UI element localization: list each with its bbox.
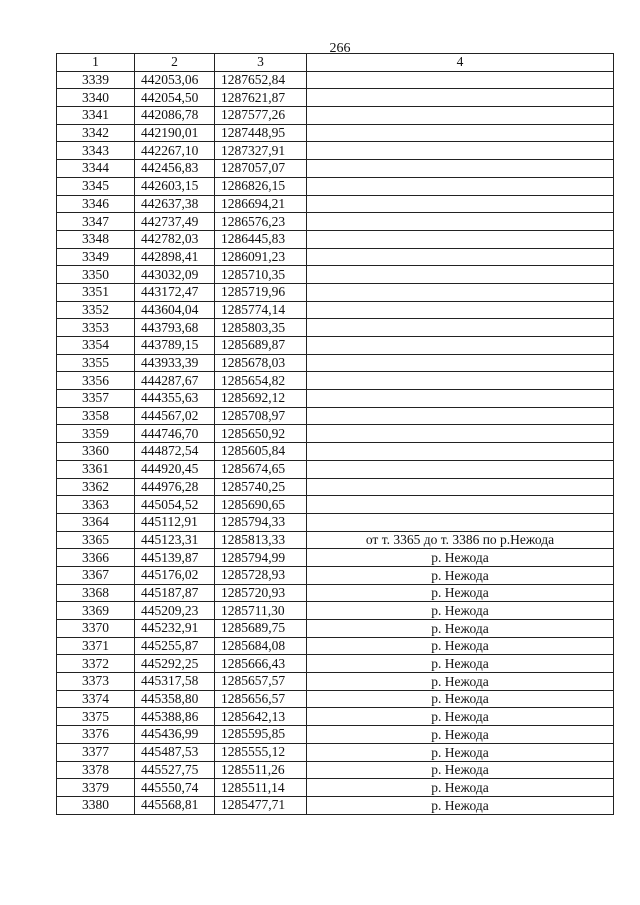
description-cell	[307, 107, 614, 125]
y-coordinate-cell: 1285692,12	[215, 390, 307, 408]
point-number-cell: 3359	[57, 425, 135, 443]
x-coordinate-cell: 445358,80	[135, 690, 215, 708]
table-row	[57, 655, 614, 673]
point-number-cell: 3362	[57, 478, 135, 496]
table-row	[57, 478, 614, 496]
x-coordinate-cell: 445232,91	[135, 620, 215, 638]
description-cell	[307, 337, 614, 355]
y-coordinate-cell: 1285813,33	[215, 531, 307, 549]
x-coordinate-cell: 445123,31	[135, 531, 215, 549]
description-cell	[307, 160, 614, 178]
point-number-cell: 3353	[57, 319, 135, 337]
description-cell	[307, 71, 614, 89]
description-cell	[307, 124, 614, 142]
description-cell	[307, 319, 614, 337]
point-number-cell: 3348	[57, 230, 135, 248]
x-coordinate-cell: 442190,01	[135, 124, 215, 142]
table-row	[57, 673, 614, 691]
table-row	[57, 124, 614, 142]
page-number: 266	[329, 41, 351, 56]
table-row	[57, 513, 614, 531]
table-row	[57, 230, 614, 248]
x-coordinate-cell: 445209,23	[135, 602, 215, 620]
x-coordinate-cell: 444872,54	[135, 443, 215, 461]
point-number-cell: 3366	[57, 549, 135, 567]
description-cell: р. Нежода	[307, 743, 614, 761]
table-row	[57, 160, 614, 178]
point-number-cell: 3355	[57, 354, 135, 372]
point-number-cell: 3375	[57, 708, 135, 726]
x-coordinate-cell: 445487,53	[135, 743, 215, 761]
description-cell	[307, 195, 614, 213]
x-coordinate-cell: 445317,58	[135, 673, 215, 691]
point-number-cell: 3356	[57, 372, 135, 390]
y-coordinate-cell: 1287327,91	[215, 142, 307, 160]
table-row	[57, 177, 614, 195]
point-number-cell: 3344	[57, 160, 135, 178]
description-cell: р. Нежода	[307, 779, 614, 797]
y-coordinate-cell: 1286445,83	[215, 230, 307, 248]
y-coordinate-cell: 1285803,35	[215, 319, 307, 337]
table-row	[57, 195, 614, 213]
table-row	[57, 443, 614, 461]
description-cell: от т. 3365 до т. 3386 по р.Нежода	[307, 531, 614, 549]
description-cell	[307, 354, 614, 372]
description-cell: р. Нежода	[307, 637, 614, 655]
table-row	[57, 708, 614, 726]
x-coordinate-cell: 445187,87	[135, 584, 215, 602]
x-coordinate-cell: 442053,06	[135, 71, 215, 89]
description-cell: р. Нежода	[307, 726, 614, 744]
x-coordinate-cell: 444567,02	[135, 407, 215, 425]
y-coordinate-cell: 1287652,84	[215, 71, 307, 89]
x-coordinate-cell: 445255,87	[135, 637, 215, 655]
description-cell	[307, 496, 614, 514]
y-coordinate-cell: 1287057,07	[215, 160, 307, 178]
y-coordinate-cell: 1285720,93	[215, 584, 307, 602]
table-row	[57, 743, 614, 761]
header-col-2: 2	[135, 54, 215, 72]
table-row	[57, 779, 614, 797]
y-coordinate-cell: 1286826,15	[215, 177, 307, 195]
y-coordinate-cell: 1285689,75	[215, 620, 307, 638]
point-number-cell: 3380	[57, 796, 135, 814]
description-cell	[307, 213, 614, 231]
coordinates-table	[56, 53, 614, 815]
point-number-cell: 3365	[57, 531, 135, 549]
x-coordinate-cell: 444920,45	[135, 460, 215, 478]
description-cell: р. Нежода	[307, 566, 614, 584]
y-coordinate-cell: 1285605,84	[215, 443, 307, 461]
y-coordinate-cell: 1285674,65	[215, 460, 307, 478]
y-coordinate-cell: 1286694,21	[215, 195, 307, 213]
point-number-cell: 3377	[57, 743, 135, 761]
point-number-cell: 3379	[57, 779, 135, 797]
table-row	[57, 407, 614, 425]
x-coordinate-cell: 444746,70	[135, 425, 215, 443]
point-number-cell: 3373	[57, 673, 135, 691]
y-coordinate-cell: 1285642,13	[215, 708, 307, 726]
x-coordinate-cell: 445388,86	[135, 708, 215, 726]
description-cell: р. Нежода	[307, 602, 614, 620]
point-number-cell: 3370	[57, 620, 135, 638]
y-coordinate-cell: 1285678,03	[215, 354, 307, 372]
description-cell: р. Нежода	[307, 690, 614, 708]
y-coordinate-cell: 1285684,08	[215, 637, 307, 655]
point-number-cell: 3343	[57, 142, 135, 160]
point-number-cell: 3368	[57, 584, 135, 602]
y-coordinate-cell: 1285708,97	[215, 407, 307, 425]
x-coordinate-cell: 442603,15	[135, 177, 215, 195]
x-coordinate-cell: 443793,68	[135, 319, 215, 337]
description-cell	[307, 513, 614, 531]
y-coordinate-cell: 1285595,85	[215, 726, 307, 744]
point-number-cell: 3352	[57, 301, 135, 319]
table-row	[57, 283, 614, 301]
x-coordinate-cell: 445568,81	[135, 796, 215, 814]
header-col-3: 3	[215, 54, 307, 72]
description-cell: р. Нежода	[307, 708, 614, 726]
table-row	[57, 266, 614, 284]
y-coordinate-cell: 1287577,26	[215, 107, 307, 125]
point-number-cell: 3350	[57, 266, 135, 284]
y-coordinate-cell: 1285477,71	[215, 796, 307, 814]
description-cell	[307, 89, 614, 107]
table-row	[57, 496, 614, 514]
y-coordinate-cell: 1285711,30	[215, 602, 307, 620]
table-row	[57, 425, 614, 443]
table-row	[57, 566, 614, 584]
description-cell	[307, 283, 614, 301]
table-row	[57, 637, 614, 655]
description-cell	[307, 230, 614, 248]
table-row	[57, 248, 614, 266]
y-coordinate-cell: 1287621,87	[215, 89, 307, 107]
description-cell	[307, 301, 614, 319]
table-row	[57, 761, 614, 779]
point-number-cell: 3351	[57, 283, 135, 301]
x-coordinate-cell: 443032,09	[135, 266, 215, 284]
y-coordinate-cell: 1286091,23	[215, 248, 307, 266]
x-coordinate-cell: 445176,02	[135, 566, 215, 584]
x-coordinate-cell: 445054,52	[135, 496, 215, 514]
point-number-cell: 3374	[57, 690, 135, 708]
point-number-cell: 3358	[57, 407, 135, 425]
x-coordinate-cell: 445527,75	[135, 761, 215, 779]
table-row	[57, 372, 614, 390]
table-row	[57, 549, 614, 567]
x-coordinate-cell: 443933,39	[135, 354, 215, 372]
description-cell	[307, 142, 614, 160]
table-row	[57, 71, 614, 89]
table-row	[57, 690, 614, 708]
point-number-cell: 3364	[57, 513, 135, 531]
x-coordinate-cell: 442456,83	[135, 160, 215, 178]
point-number-cell: 3342	[57, 124, 135, 142]
y-coordinate-cell: 1285555,12	[215, 743, 307, 761]
x-coordinate-cell: 442782,03	[135, 230, 215, 248]
y-coordinate-cell: 1285710,35	[215, 266, 307, 284]
table-row	[57, 602, 614, 620]
point-number-cell: 3376	[57, 726, 135, 744]
point-number-cell: 3369	[57, 602, 135, 620]
table-row	[57, 620, 614, 638]
description-cell: р. Нежода	[307, 620, 614, 638]
y-coordinate-cell: 1285666,43	[215, 655, 307, 673]
point-number-cell: 3360	[57, 443, 135, 461]
point-number-cell: 3367	[57, 566, 135, 584]
y-coordinate-cell: 1285794,99	[215, 549, 307, 567]
x-coordinate-cell: 445112,91	[135, 513, 215, 531]
point-number-cell: 3378	[57, 761, 135, 779]
table-row	[57, 213, 614, 231]
table-row	[57, 337, 614, 355]
table-row	[57, 301, 614, 319]
y-coordinate-cell: 1285511,26	[215, 761, 307, 779]
point-number-cell: 3371	[57, 637, 135, 655]
description-cell: р. Нежода	[307, 655, 614, 673]
table-header-row	[57, 54, 614, 72]
description-cell	[307, 372, 614, 390]
table-row	[57, 107, 614, 125]
x-coordinate-cell: 442898,41	[135, 248, 215, 266]
point-number-cell: 3354	[57, 337, 135, 355]
point-number-cell: 3339	[57, 71, 135, 89]
x-coordinate-cell: 442737,49	[135, 213, 215, 231]
y-coordinate-cell: 1285657,57	[215, 673, 307, 691]
x-coordinate-cell: 443789,15	[135, 337, 215, 355]
table-row	[57, 89, 614, 107]
point-number-cell: 3345	[57, 177, 135, 195]
x-coordinate-cell: 442086,78	[135, 107, 215, 125]
description-cell	[307, 425, 614, 443]
description-cell: р. Нежода	[307, 673, 614, 691]
table-row	[57, 796, 614, 814]
table-body	[57, 71, 614, 814]
header-col-1: 1	[57, 54, 135, 72]
y-coordinate-cell: 1286576,23	[215, 213, 307, 231]
description-cell: р. Нежода	[307, 549, 614, 567]
y-coordinate-cell: 1285728,93	[215, 566, 307, 584]
x-coordinate-cell: 444976,28	[135, 478, 215, 496]
x-coordinate-cell: 445292,25	[135, 655, 215, 673]
x-coordinate-cell: 445550,74	[135, 779, 215, 797]
table-row	[57, 142, 614, 160]
description-cell	[307, 478, 614, 496]
point-number-cell: 3346	[57, 195, 135, 213]
description-cell	[307, 443, 614, 461]
table-row	[57, 531, 614, 549]
x-coordinate-cell: 442267,10	[135, 142, 215, 160]
y-coordinate-cell: 1285650,92	[215, 425, 307, 443]
point-number-cell: 3341	[57, 107, 135, 125]
description-cell	[307, 407, 614, 425]
point-number-cell: 3349	[57, 248, 135, 266]
description-cell	[307, 177, 614, 195]
y-coordinate-cell: 1285794,33	[215, 513, 307, 531]
description-cell: р. Нежода	[307, 761, 614, 779]
y-coordinate-cell: 1285656,57	[215, 690, 307, 708]
description-cell: р. Нежода	[307, 584, 614, 602]
point-number-cell: 3372	[57, 655, 135, 673]
description-cell	[307, 248, 614, 266]
y-coordinate-cell: 1285740,25	[215, 478, 307, 496]
point-number-cell: 3361	[57, 460, 135, 478]
point-number-cell: 3363	[57, 496, 135, 514]
y-coordinate-cell: 1285690,65	[215, 496, 307, 514]
y-coordinate-cell: 1285774,14	[215, 301, 307, 319]
y-coordinate-cell: 1285719,96	[215, 283, 307, 301]
x-coordinate-cell: 444355,63	[135, 390, 215, 408]
table-row	[57, 726, 614, 744]
table-row	[57, 319, 614, 337]
point-number-cell: 3357	[57, 390, 135, 408]
header-col-4: 4	[307, 54, 614, 72]
y-coordinate-cell: 1285689,87	[215, 337, 307, 355]
x-coordinate-cell: 443172,47	[135, 283, 215, 301]
x-coordinate-cell: 442054,50	[135, 89, 215, 107]
description-cell	[307, 390, 614, 408]
y-coordinate-cell: 1285654,82	[215, 372, 307, 390]
x-coordinate-cell: 445436,99	[135, 726, 215, 744]
description-cell: р. Нежода	[307, 796, 614, 814]
table-row	[57, 390, 614, 408]
description-cell	[307, 460, 614, 478]
x-coordinate-cell: 445139,87	[135, 549, 215, 567]
x-coordinate-cell: 444287,67	[135, 372, 215, 390]
table-row	[57, 460, 614, 478]
x-coordinate-cell: 443604,04	[135, 301, 215, 319]
description-cell	[307, 266, 614, 284]
table-row	[57, 584, 614, 602]
table-row	[57, 354, 614, 372]
y-coordinate-cell: 1285511,14	[215, 779, 307, 797]
point-number-cell: 3347	[57, 213, 135, 231]
point-number-cell: 3340	[57, 89, 135, 107]
y-coordinate-cell: 1287448,95	[215, 124, 307, 142]
x-coordinate-cell: 442637,38	[135, 195, 215, 213]
